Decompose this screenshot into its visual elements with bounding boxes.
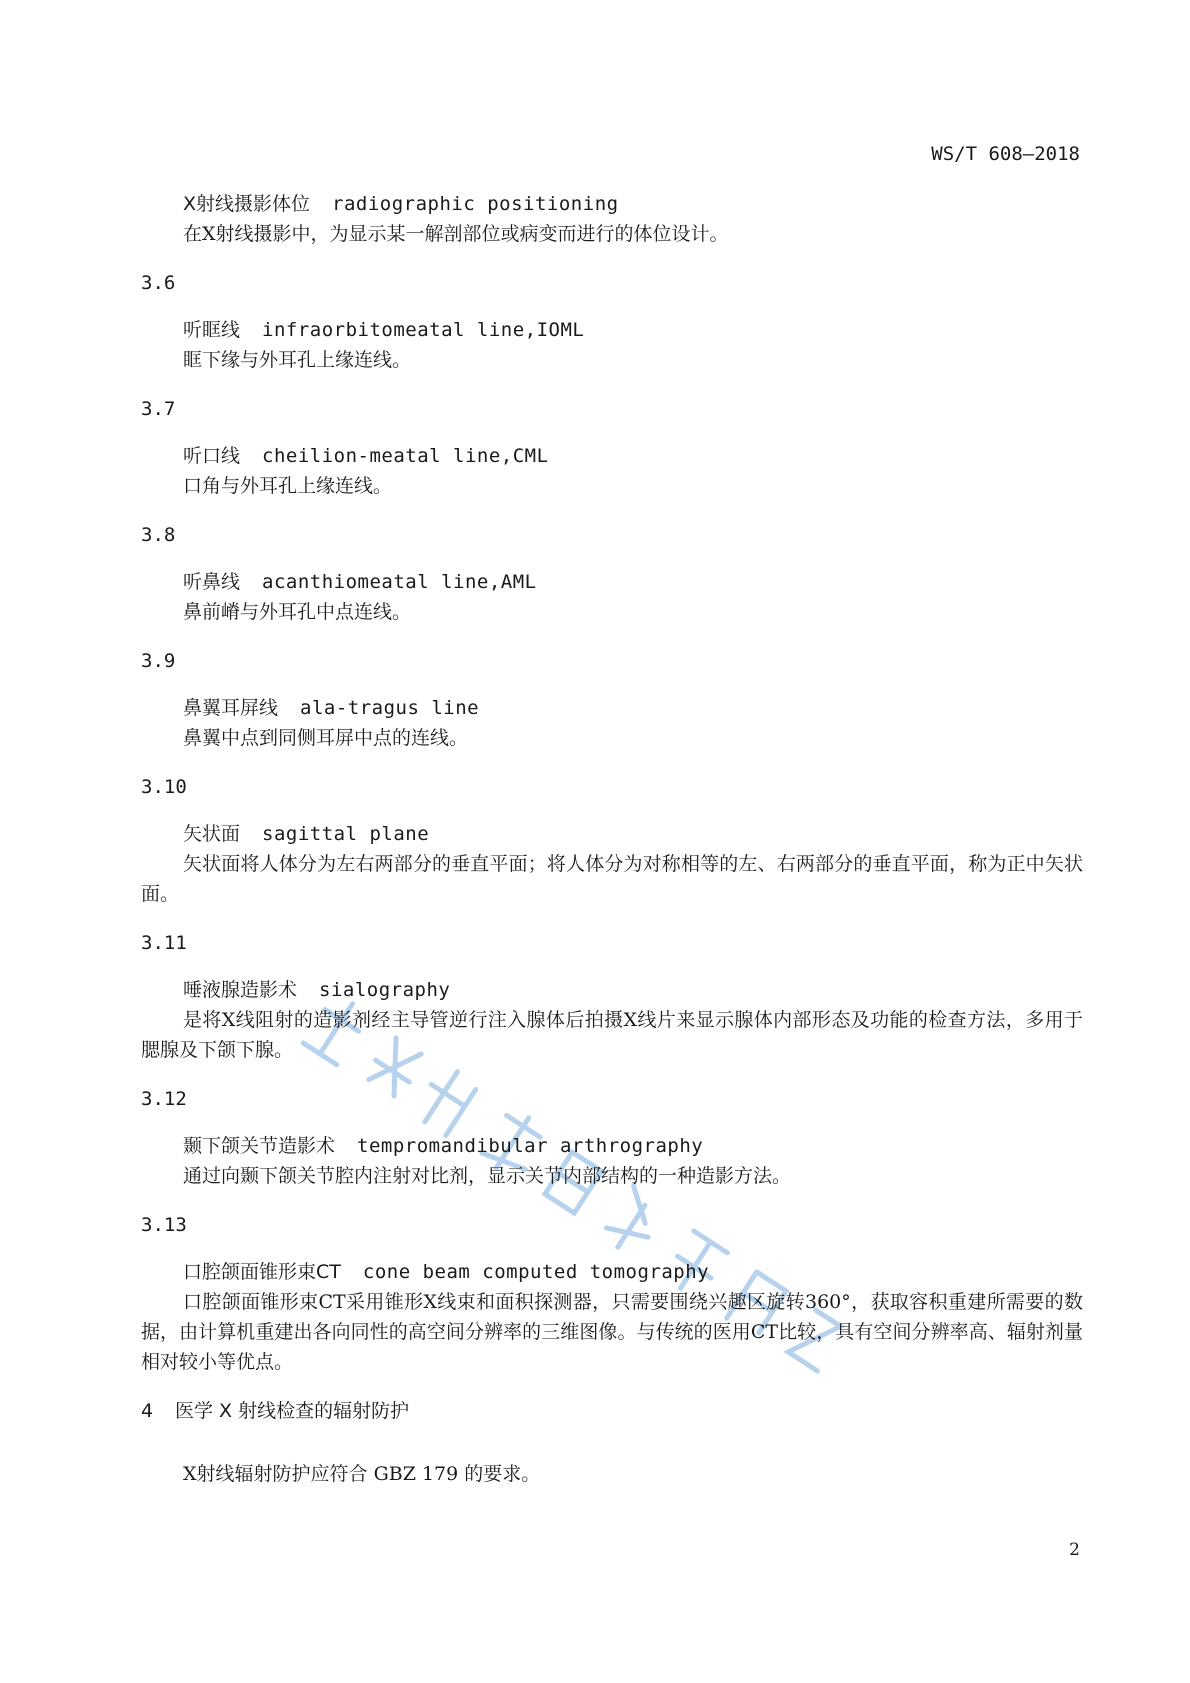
term-line	[141, 189, 1083, 219]
term-english: cone beam computed tomography	[362, 1261, 710, 1283]
clause-3-10	[141, 772, 1083, 909]
section-4-body: X射线辐射防护应符合 GBZ 179 的要求。	[183, 1463, 541, 1485]
document-body	[141, 189, 1083, 1508]
term-english: sialography	[319, 979, 451, 1001]
term-definition: 口腔颌面锥形束CT采用锥形X线束和面积探测器，只需要围绕兴趣区旋转360°，获取容积重建所需要的数据，由计算机重建出各向同性的高空间分辨率的三维图像。与传统的医用CT比较，具有空间分辨率高、辐射剂量相对较小等优点。	[141, 1291, 1083, 1373]
clause-number: 3.11	[141, 932, 187, 954]
term-definition: 是将X线阻射的造影剂经主导管逆行注入腺体后拍摄X线片来显示腺体内部形态及功能的检查方法，多用于腮腺及下颌下腺。	[141, 1009, 1083, 1061]
term-chinese: 鼻翼耳屏线	[183, 697, 279, 719]
term-line	[141, 315, 1083, 345]
clause-number: 3.8	[141, 524, 176, 546]
term-chinese: 颞下颌关节造影术	[183, 1135, 336, 1157]
clause-number: 3.7	[141, 398, 176, 420]
clause-number: 3.9	[141, 650, 176, 672]
clause-3-7	[141, 394, 1083, 501]
clause-3-11	[141, 928, 1083, 1065]
term-line	[141, 1257, 1083, 1287]
term-english: sagittal plane	[262, 823, 430, 845]
section-title: 医学 X 射线检查的辐射防护	[175, 1400, 410, 1422]
term-line	[141, 975, 1083, 1005]
term-line	[141, 819, 1083, 849]
term-definition: 鼻翼中点到同侧耳屏中点的连线。	[183, 727, 469, 749]
term-english: radiographic positioning	[332, 193, 619, 215]
term-english: tempromandibular arthrography	[357, 1135, 704, 1157]
page-number: 2	[1069, 1540, 1080, 1560]
clause-3-8	[141, 520, 1083, 627]
document-code: WS/T 608—2018	[931, 143, 1080, 165]
term-line	[141, 567, 1083, 597]
term-chinese: 听鼻线	[183, 571, 241, 593]
term-definition: 矢状面将人体分为左右两部分的垂直平面；将人体分为对称相等的左、右两部分的垂直平面，称为正中矢状面。	[141, 853, 1083, 905]
term-definition: 通过向颞下颌关节腔内注射对比剂，显示关节内部结构的一种造影方法。	[183, 1165, 792, 1187]
term-definition: 眶下缘与外耳孔上缘连线。	[183, 349, 412, 371]
term-english: ala-tragus line	[300, 697, 480, 719]
term-chinese: X射线摄影体位	[183, 193, 311, 215]
term-english: acanthiomeatal line,AML	[262, 571, 537, 593]
term-chinese: 听口线	[183, 445, 241, 467]
term-english: cheilion-meatal line,CML	[262, 445, 549, 467]
term-line	[141, 1131, 1083, 1161]
term-definition: 鼻前嵴与外耳孔中点连线。	[183, 601, 412, 623]
term-english: infraorbitomeatal line,IOML	[262, 319, 585, 341]
term-line	[141, 441, 1083, 471]
term-chinese: 唾液腺造影术	[183, 979, 298, 1001]
clause-3-13	[141, 1210, 1083, 1377]
term-definition: 在X射线摄影中，为显示某一解剖部位或病变而进行的体位设计。	[183, 223, 729, 245]
clause-number: 3.13	[141, 1214, 187, 1236]
clause-3-5-tail	[141, 189, 1083, 249]
clause-number: 3.10	[141, 776, 187, 798]
term-chinese: 矢状面	[183, 823, 241, 845]
term-definition: 口角与外耳孔上缘连线。	[183, 475, 393, 497]
clause-3-12	[141, 1084, 1083, 1191]
section-number: 4	[141, 1400, 154, 1422]
clause-3-9	[141, 646, 1083, 753]
section-4-heading	[141, 1396, 1083, 1426]
clause-number: 3.6	[141, 272, 176, 294]
clause-number: 3.12	[141, 1088, 187, 1110]
term-line	[141, 693, 1083, 723]
term-chinese: 听眶线	[183, 319, 241, 341]
term-chinese: 口腔颌面锥形束CT	[183, 1261, 341, 1283]
clause-3-6	[141, 268, 1083, 375]
